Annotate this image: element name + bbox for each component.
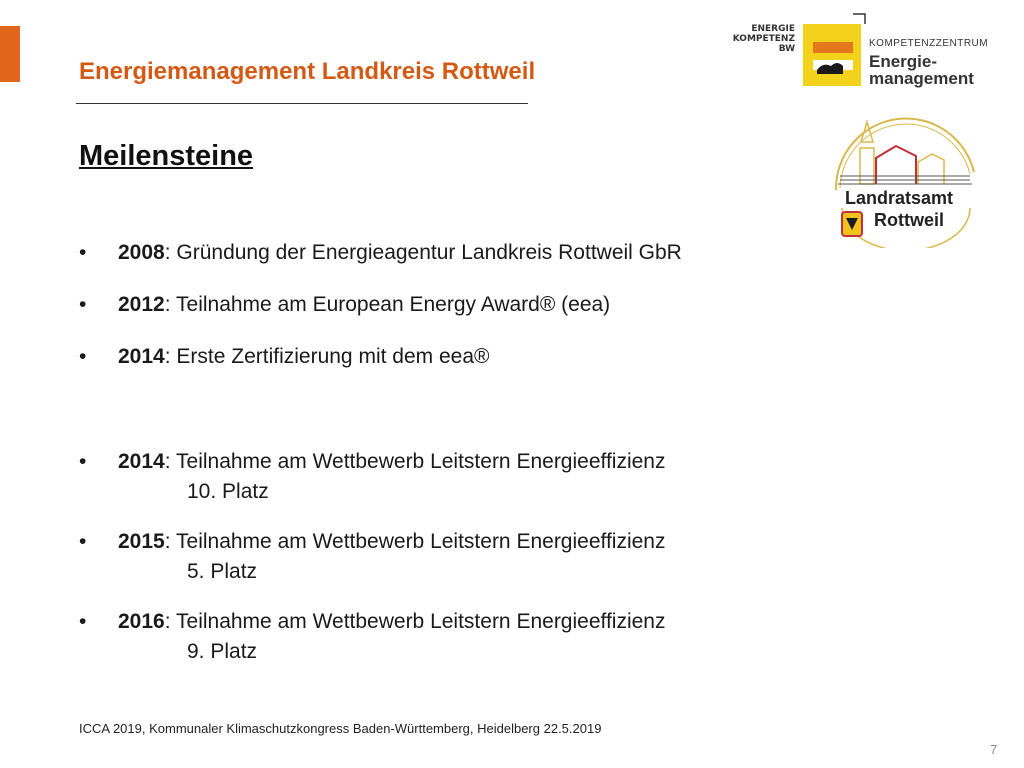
milestone-place: 9. Platz	[187, 640, 258, 663]
milestone-year: 2014	[118, 450, 165, 473]
energie-kompetenz-logo	[727, 12, 989, 92]
milestone-year: 2015	[118, 530, 165, 553]
milestone-year: 2008	[118, 241, 165, 264]
kompetenzzentrum-label: KOMPETENZZENTRUM	[869, 38, 989, 49]
eka-mark-icon	[801, 12, 869, 88]
milestone-text: : Gründung der Energieagentur Landkreis Rottweil GbR	[164, 241, 682, 264]
milestone-place: 10. Platz	[187, 480, 269, 503]
eka-small-text: ENERGIE KOMPETENZ BW	[732, 24, 795, 54]
bullet-icon: •	[79, 241, 87, 264]
accent-bar	[0, 26, 20, 82]
page-number: 7	[990, 742, 998, 757]
milestone-text: : Teilnahme am Wettbewerb Leitstern Energieeffizienz	[164, 530, 666, 553]
landratsamt-logo	[820, 108, 988, 248]
milestone-text: : Teilnahme am Wettbewerb Leitstern Energieeffizienz	[164, 450, 666, 473]
landratsamt-label: Landratsamt	[844, 188, 954, 208]
footer-text: ICCA 2019, Kommunaler Klimaschutzkongress Baden-Württemberg, Heidelberg 22.5.2019	[79, 721, 602, 736]
milestone-year: 2016	[118, 610, 165, 633]
bullet-icon: •	[79, 450, 87, 473]
bullet-icon: •	[79, 530, 87, 553]
energiemanagement-label: Energie- management	[869, 52, 974, 88]
bullet-icon: •	[79, 610, 87, 633]
section-title: Meilensteine	[79, 140, 254, 172]
header-title: Energiemanagement Landkreis Rottweil	[79, 58, 536, 85]
rottweil-label: Rottweil	[874, 210, 944, 230]
milestone-text: : Erste Zertifizierung mit dem eea®	[164, 345, 490, 368]
header-divider	[76, 103, 528, 104]
milestone-text: : Teilnahme am European Energy Award® (eea)	[164, 293, 611, 316]
milestone-year: 2014	[118, 345, 165, 368]
milestone-year: 2012	[118, 293, 165, 316]
bullet-icon: •	[79, 345, 87, 368]
milestone-text: : Teilnahme am Wettbewerb Leitstern Energieeffizienz	[164, 610, 666, 633]
bullet-icon: •	[79, 293, 87, 316]
milestone-place: 5. Platz	[187, 560, 258, 583]
